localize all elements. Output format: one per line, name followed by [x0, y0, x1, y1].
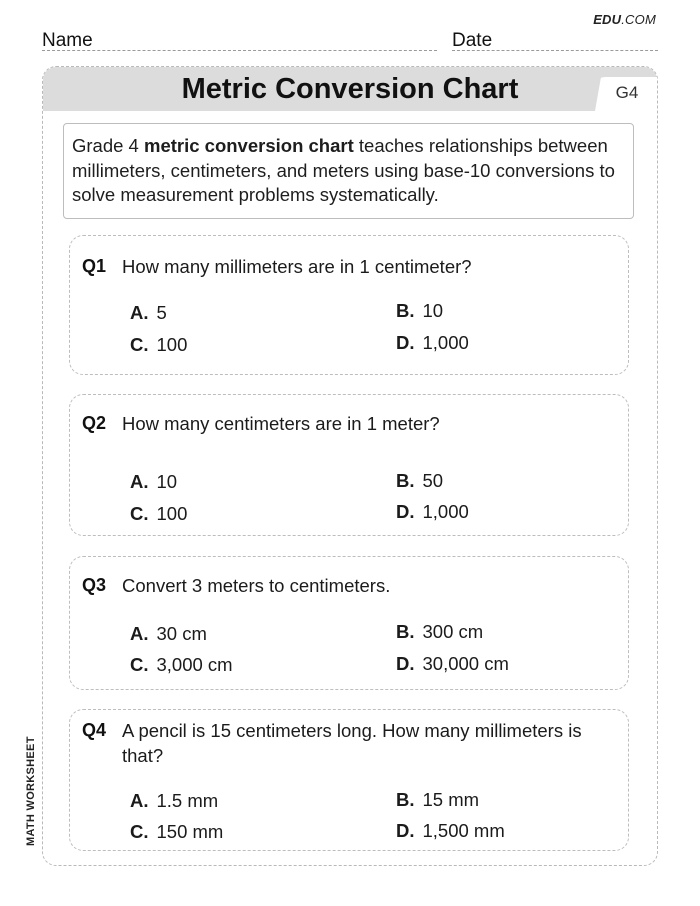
option-value: 300 cm [422, 621, 484, 642]
question-number: Q1 [82, 256, 107, 276]
option-letter: B. [396, 300, 415, 321]
question-number: Q3 [82, 575, 107, 595]
option-letter: A. [130, 471, 149, 492]
option-c[interactable] [130, 654, 233, 676]
worksheet-title: Metric Conversion Chart [181, 73, 519, 105]
option-a[interactable] [130, 790, 218, 812]
option-letter: D. [396, 820, 415, 841]
option-letter: B. [396, 470, 415, 491]
option-d[interactable] [396, 332, 469, 354]
worksheet-frame [42, 66, 658, 866]
question-number: Q4 [82, 720, 107, 740]
option-letter: C. [130, 503, 149, 524]
brand-logo-bold: EDU [593, 12, 622, 27]
option-a[interactable] [130, 302, 167, 324]
option-value: 30,000 cm [422, 653, 509, 674]
option-a[interactable] [130, 623, 207, 645]
option-c[interactable] [130, 821, 223, 843]
option-letter: D. [396, 332, 415, 353]
option-b[interactable] [396, 470, 443, 492]
option-value: 1.5 mm [156, 790, 219, 811]
question-number: Q2 [82, 413, 107, 433]
option-value: 1,500 mm [422, 820, 505, 841]
option-letter: A. [130, 302, 149, 323]
question-text: How many millimeters are in 1 centimeter? [122, 256, 472, 277]
side-label: MATH WORKSHEET [25, 736, 37, 846]
intro-text-start: Grade 4 [72, 135, 144, 156]
question-text: A pencil is 15 centimeters long. How many millimeters is that? [122, 720, 582, 766]
option-c[interactable] [130, 334, 187, 356]
grade-badge: G4 [615, 83, 639, 102]
question-text: How many centimeters are in 1 meter? [122, 413, 440, 434]
name-label: Name [42, 30, 93, 51]
option-value: 1,000 [422, 332, 469, 353]
brand-logo-suffix: .COM [621, 12, 656, 27]
option-b[interactable] [396, 789, 479, 811]
question-card-q4 [69, 709, 629, 851]
option-letter: C. [130, 334, 149, 355]
question-card-q1 [69, 235, 629, 375]
option-a[interactable] [130, 471, 177, 493]
option-letter: A. [130, 790, 149, 811]
option-letter: C. [130, 821, 149, 842]
option-value: 150 mm [156, 821, 224, 842]
question-card-q3 [69, 556, 629, 690]
option-value: 1,000 [422, 501, 469, 522]
option-value: 5 [156, 302, 167, 323]
date-label: Date [452, 30, 493, 51]
option-value: 100 [156, 503, 188, 524]
name-date-row [42, 30, 658, 54]
option-value: 10 [422, 300, 444, 321]
option-letter: B. [396, 789, 415, 810]
option-value: 30 cm [156, 623, 207, 644]
option-d[interactable] [396, 820, 505, 842]
option-c[interactable] [130, 503, 187, 525]
question-text: Convert 3 meters to centimeters. [122, 575, 391, 596]
option-b[interactable] [396, 300, 443, 322]
intro-box [63, 123, 634, 219]
option-letter: D. [396, 501, 415, 522]
option-letter: D. [396, 653, 415, 674]
option-b[interactable] [396, 621, 483, 643]
option-value: 100 [156, 334, 188, 355]
name-line[interactable] [42, 50, 437, 51]
brand-logo [593, 12, 656, 27]
option-value: 15 mm [422, 789, 480, 810]
question-card-q2 [69, 394, 629, 536]
option-letter: A. [130, 623, 149, 644]
option-value: 3,000 cm [156, 654, 233, 675]
option-d[interactable] [396, 501, 469, 523]
date-line[interactable] [452, 50, 658, 51]
option-letter: C. [130, 654, 149, 675]
option-letter: B. [396, 621, 415, 642]
intro-text-end: teaches relationships between millimeters, centimeters, and meters using base-10 conversions to solve measurement problems systematically. [72, 135, 615, 205]
option-value: 50 [422, 470, 444, 491]
option-value: 10 [156, 471, 178, 492]
option-d[interactable] [396, 653, 509, 675]
intro-text-bold: metric conversion chart [144, 135, 354, 156]
